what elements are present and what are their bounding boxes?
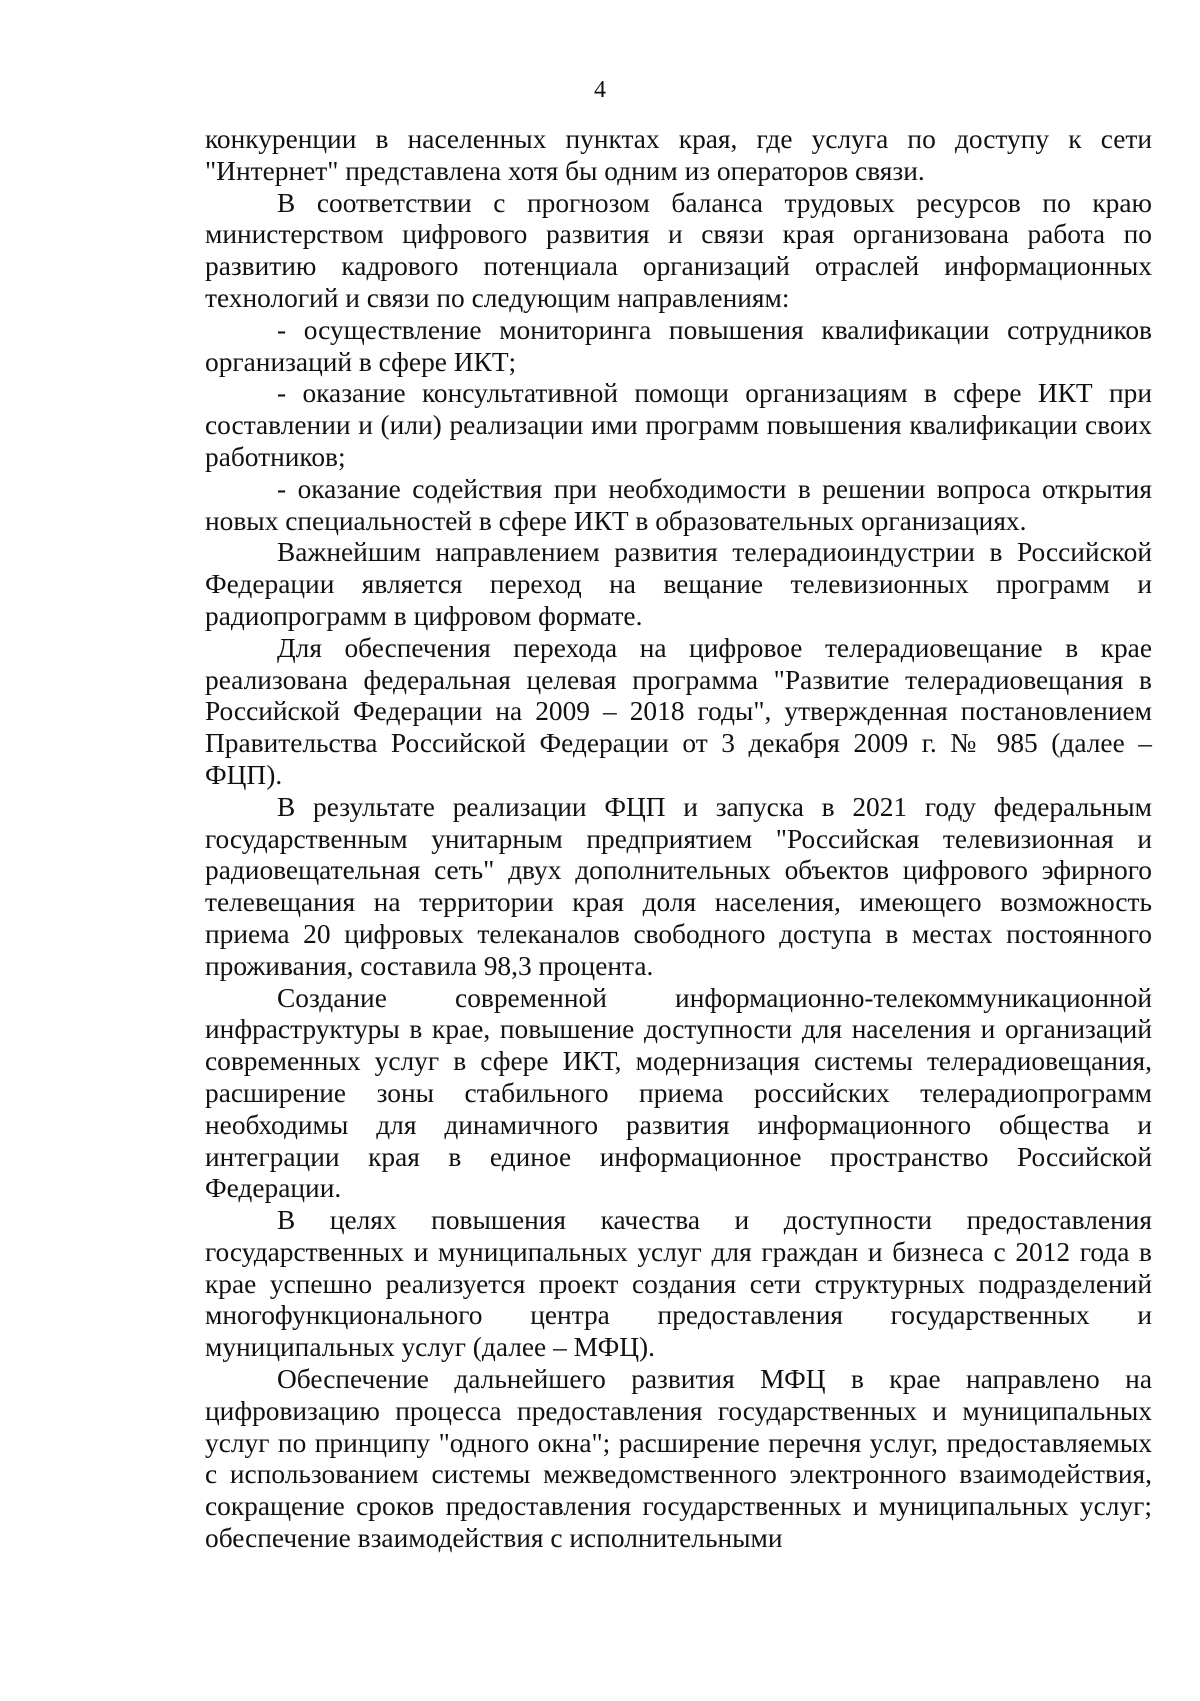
list-item-assistance: - оказание содействия при необходимости в решении вопроса открытия новых специальностей в сфере ИКТ в образовательных организациях.	[205, 473, 1152, 536]
paragraph-infrastructure: Создание современной информационно-телекоммуникационной инфраструктуры в крае, повышение доступности для населения и организаций современных услуг в сфере ИКТ, модернизация системы телерадиовещания, расширение зоны стабильного приема российских телерадиопрограмм необходимы для динамичного развития информационного общества и интеграции края в единое информационное пространство Российской Федерации.	[205, 982, 1152, 1204]
page-number: 4	[594, 77, 606, 103]
list-item-monitoring: - осуществление мониторинга повышения квалификации сотрудников организаций в сфере ИКТ;	[205, 314, 1152, 377]
paragraph-digital-broadcasting: Важнейшим направлением развития телерадиоиндустрии в Российской Федерации является переход на вещание телевизионных программ и радиопрограмм в цифровом формате.	[205, 537, 1152, 631]
paragraph-mfc-network: В целях повышения качества и доступности предоставления государственных и муниципальных услуг для граждан и бизнеса с 2012 года в крае успешно реализуется проект создания сети структурных подразделений многофункционального центра предоставления государственных и муниципальных услуг (далее – МФЦ).	[205, 1205, 1152, 1363]
list-item-consulting: - оказание консультативной помощи организациям в сфере ИКТ при составлении и (или) реализации ими программ повышения квалификации своих работников;	[205, 378, 1152, 472]
paragraph-federal-program: Для обеспечения перехода на цифровое телерадиовещание в крае реализована федеральная целевая программа "Развитие телерадиовещания в Российской Федерации на 2009 – 2018 годы", утвержденная постановлением Правительства Российской Федерации от 3 декабря 2009 г. № 985 (далее – ФЦП).	[205, 632, 1152, 790]
document-body	[205, 124, 1152, 1555]
paragraph-program-results: В результате реализации ФЦП и запуска в 2021 году федеральным государственным унитарным предприятием "Российская телевизионная и радиовещательная сеть" двух дополнительных объектов цифрового эфирного телевещания на территории края доля населения, имеющего возможность приема 20 цифровых телеканалов свободного доступа в местах постоянного проживания, составила 98,3 процента.	[205, 791, 1152, 981]
paragraph-competition: конкуренции в населенных пунктах края, где услуга по доступу к сети "Интернет" представлена хотя бы одним из операторов связи.	[205, 124, 1152, 186]
paragraph-mfc-development: Обеспечение дальнейшего развития МФЦ в крае направлено на цифровизацию процесса предоставления государственных и муниципальных услуг по принципу "одного окна"; расширение перечня услуг, предоставляемых с использованием системы межведомственного электронного взаимодействия, сокращение сроков предоставления государственных и муниципальных услуг; обеспечение взаимодействия с исполнительными	[205, 1364, 1152, 1554]
paragraph-labor-resources: В соответствии с прогнозом баланса трудовых ресурсов по краю министерством цифрового развития и связи края организована работа по развитию кадрового потенциала организаций отраслей информационных технологий и связи по следующим направлениям:	[205, 187, 1152, 313]
